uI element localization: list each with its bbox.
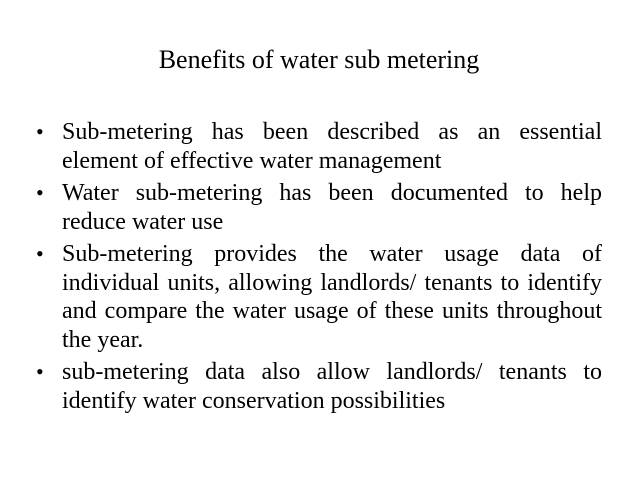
bullet-text: Sub-metering provides the water usage data of individual units, allowing landlords/ tenants to identify and compare the water usage of these units throughout the year. bbox=[62, 241, 602, 353]
bullet-text: sub-metering data also allow landlords/ tenants to identify water conservation possibilities bbox=[62, 359, 602, 414]
bullet-dot-icon: • bbox=[36, 359, 44, 384]
bullet-item bbox=[36, 240, 602, 354]
bullet-dot-icon: • bbox=[36, 241, 44, 266]
bullet-dot-icon: • bbox=[36, 180, 44, 205]
bullet-item bbox=[36, 179, 602, 236]
bullet-list bbox=[36, 118, 602, 419]
bullet-item bbox=[36, 358, 602, 415]
slide-title: Benefits of water sub metering bbox=[158, 45, 480, 74]
bullet-dot-icon: • bbox=[36, 119, 44, 144]
bullet-text: Sub-metering has been described as an essential element of effective water management bbox=[62, 119, 602, 174]
bullet-text: Water sub-metering has been documented to help reduce water use bbox=[62, 180, 602, 235]
bullet-item bbox=[36, 118, 602, 175]
